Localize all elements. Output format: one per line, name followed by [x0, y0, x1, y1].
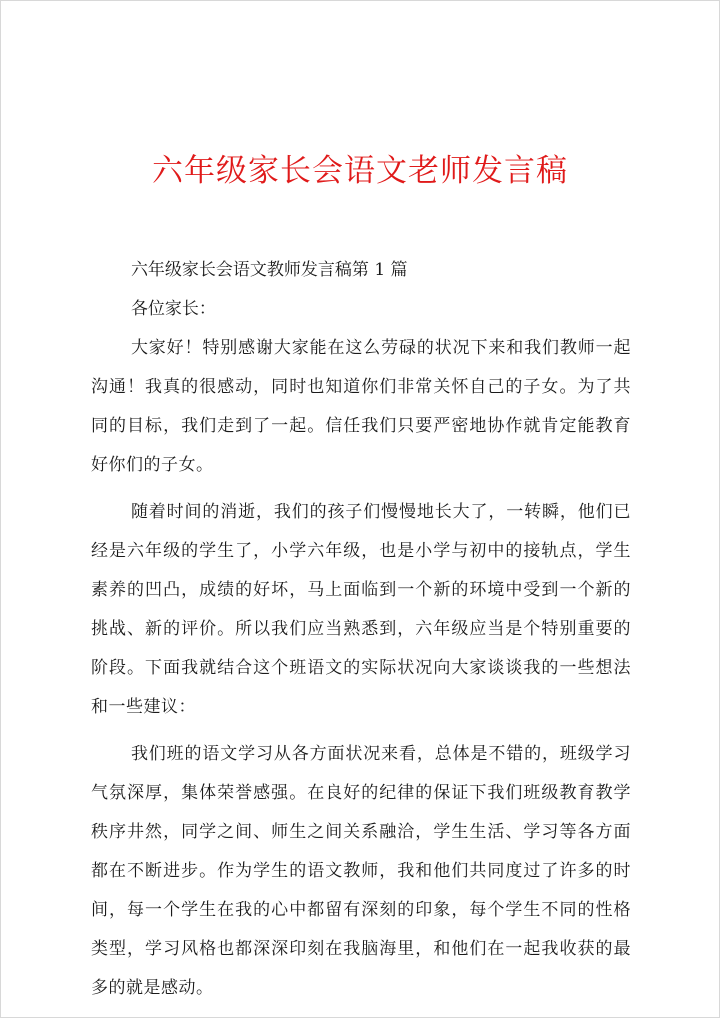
- paragraph-3: 我们班的语文学习从各方面状况来看，总体是不错的，班级学习气氛深厚，集体荣誉感强。在良好的纪律的保证下我们班级教育教学秩序井然，同学之间、师生之间关系融洽，学生生活、学习等各方面都在不断进步。作为学生的语文教师，我和他们共同度过了许多的时间，每一个学生在我的心中都留有深刻的印象，每个学生不同的性格类型，学习风格也都深深印刻在我脑海里，和他们在一起我收获的最多的就是感动。: [91, 744, 631, 998]
- salutation: 各位家长：: [130, 299, 216, 319]
- paragraph-1: 大家好！特别感谢大家能在这么劳碌的状况下来和我们教师一起沟通！我真的很感动，同时也知道你们非常关怀自己的子女。为了共同的目标，我们走到了一起。信任我们只要严密地协作就肯定能教育好你们的子女。: [91, 338, 631, 475]
- document-subtitle: 六年级家长会语文教师发言稿第 1 篇: [130, 260, 408, 280]
- document-title: 六年级家长会语文老师发言稿: [152, 153, 568, 189]
- document-body: [91, 251, 631, 1016]
- paragraph-2: 随着时间的消逝，我们的孩子们慢慢地长大了，一转瞬，他们已经是六年级的学生了，小学六年级，也是小学与初中的接轨点，学生素养的凹凸，成绩的好坏，马上面临到一个新的环境中受到一个新的挑战、新的评价。所以我们应当熟悉到，六年级应当是个特别重要的阶段。下面我就结合这个班语文的实际状况向大家谈谈我的一些想法和一些建议：: [91, 502, 631, 717]
